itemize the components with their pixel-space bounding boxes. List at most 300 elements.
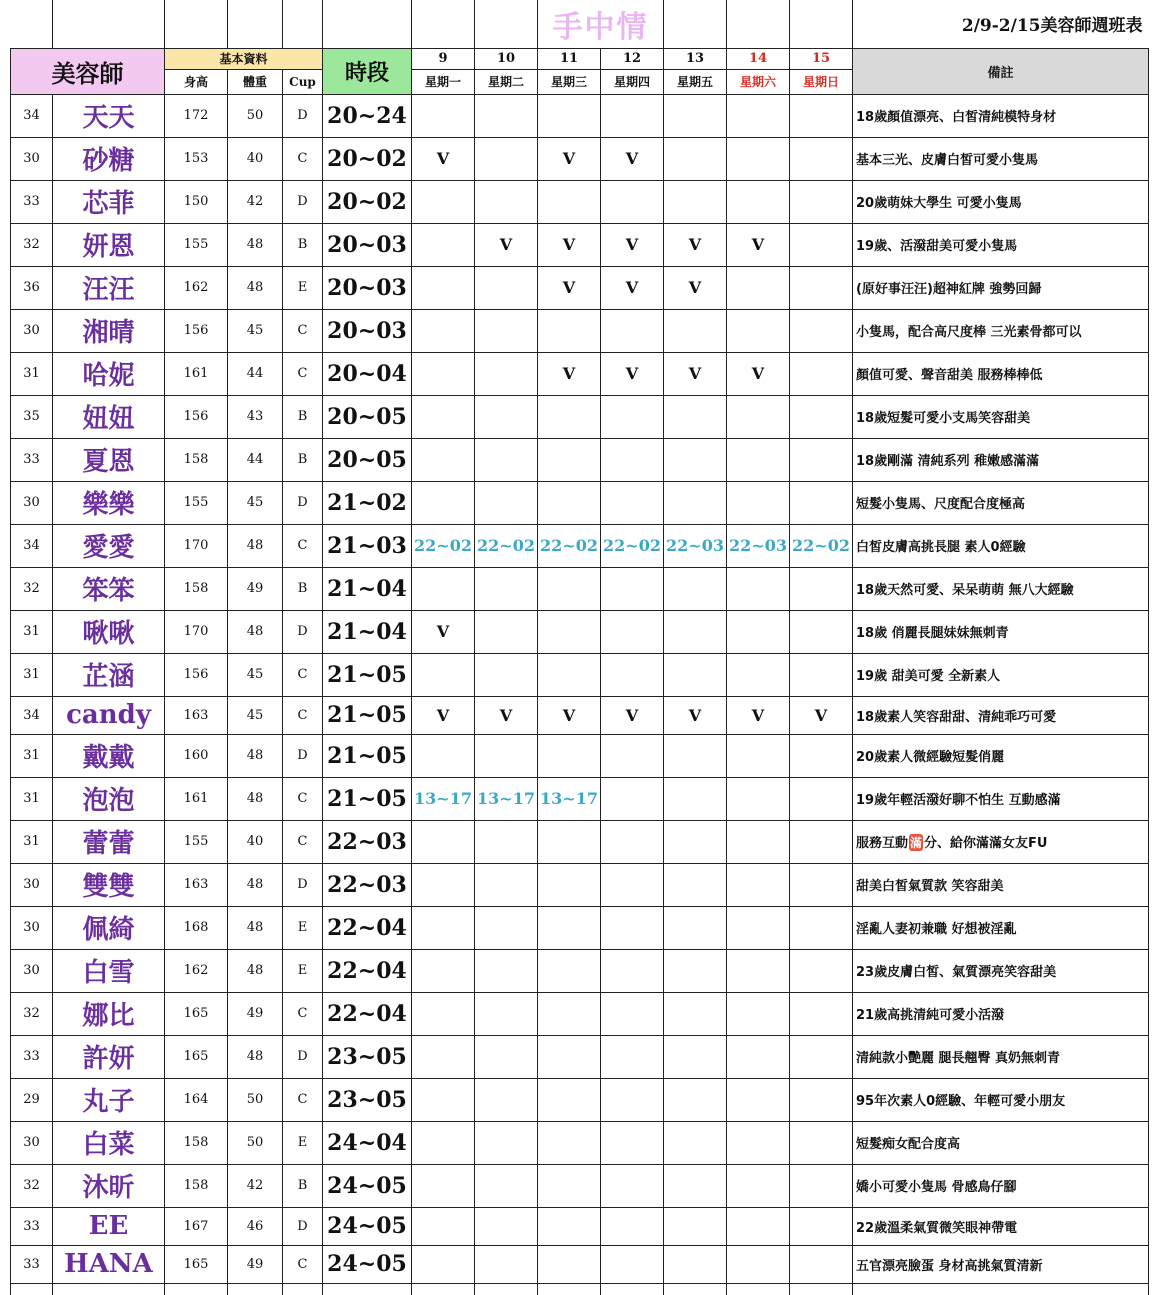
- note-cell: 18歲剛滿 清純系列 稚嫩感滿滿: [853, 438, 1149, 481]
- shift-cell: [664, 567, 727, 610]
- age-cell: 32: [11, 1164, 53, 1207]
- age-cell: 30: [11, 137, 53, 180]
- shift-cell: V: [601, 266, 664, 309]
- shift-cell: [601, 734, 664, 777]
- shift-cell: V: [412, 696, 475, 734]
- weight-cell: 45: [228, 696, 283, 734]
- table-row: [11, 863, 1149, 906]
- shift-cell: V: [727, 223, 790, 266]
- shift-cell: [727, 94, 790, 137]
- height-cell: 150: [165, 180, 228, 223]
- shift-cell: [727, 1245, 790, 1283]
- shift-cell: [664, 863, 727, 906]
- time-slot-cell: 20~03: [323, 309, 412, 352]
- empty-cell: [11, 1283, 53, 1295]
- age-cell: 30: [11, 863, 53, 906]
- shift-cell: [412, 352, 475, 395]
- weight-cell: 48: [228, 906, 283, 949]
- staff-name: 啾啾: [53, 610, 165, 653]
- date-header: 12: [601, 48, 664, 69]
- shift-cell: [727, 992, 790, 1035]
- note-cell: 19歲 甜美可愛 全新素人: [853, 653, 1149, 696]
- note-cell: 19歲年輕活潑好聊不怕生 互動感滿: [853, 777, 1149, 820]
- note-text: 分、給你滿滿女友FU: [924, 836, 1048, 851]
- staff-name: 天天: [53, 94, 165, 137]
- age-cell: 31: [11, 734, 53, 777]
- note-cell: 21歲高挑清純可愛小活潑: [853, 992, 1149, 1035]
- shift-cell: [538, 1245, 601, 1283]
- weight-cell: 48: [228, 949, 283, 992]
- date-header: 13: [664, 48, 727, 69]
- shift-cell: V: [664, 352, 727, 395]
- shift-cell: [727, 1207, 790, 1245]
- schedule-table: [10, 0, 1149, 1295]
- time-slot-cell: 24~05: [323, 1164, 412, 1207]
- note-cell: 95年次素人0經驗、年輕可愛小朋友: [853, 1078, 1149, 1121]
- cup-cell: D: [283, 94, 323, 137]
- shift-cell: [412, 567, 475, 610]
- time-slot-header: 時段: [323, 48, 412, 94]
- empty-cell: [538, 1283, 601, 1295]
- age-cell: 30: [11, 309, 53, 352]
- height-cell: 162: [165, 949, 228, 992]
- height-cell: 165: [165, 1035, 228, 1078]
- weight-cell: 42: [228, 180, 283, 223]
- cup-cell: D: [283, 610, 323, 653]
- age-cell: 33: [11, 1245, 53, 1283]
- shift-cell: [727, 949, 790, 992]
- shift-cell: [601, 567, 664, 610]
- staff-name: 夏恩: [53, 438, 165, 481]
- table-row: [11, 1078, 1149, 1121]
- shift-cell: [601, 992, 664, 1035]
- staff-name: HANA: [53, 1245, 165, 1283]
- shift-cell: [538, 395, 601, 438]
- shift-cell: V: [727, 352, 790, 395]
- shift-cell: [601, 906, 664, 949]
- height-cell: 155: [165, 820, 228, 863]
- shift-cell: [475, 481, 538, 524]
- shift-cell: [727, 820, 790, 863]
- shift-cell: [412, 481, 475, 524]
- staff-name: 沐昕: [53, 1164, 165, 1207]
- staff-name: 雙雙: [53, 863, 165, 906]
- shift-cell: [790, 1121, 853, 1164]
- shift-cell: [601, 863, 664, 906]
- age-cell: 29: [11, 1078, 53, 1121]
- table-row: [11, 352, 1149, 395]
- shift-cell: [601, 395, 664, 438]
- weight-cell: 48: [228, 734, 283, 777]
- height-cell: 164: [165, 1078, 228, 1121]
- weight-cell: 40: [228, 820, 283, 863]
- note-cell: 清純款小艷麗 腿長翹臀 真奶無刺青: [853, 1035, 1149, 1078]
- shift-cell: 22~02: [412, 524, 475, 567]
- shift-cell: [412, 1078, 475, 1121]
- shift-cell: [727, 1121, 790, 1164]
- weekday-header: 星期三: [538, 69, 601, 94]
- table-row: [11, 180, 1149, 223]
- table-row: [11, 610, 1149, 653]
- note-cell: 嬌小可愛小隻馬 骨感鳥仔腳: [853, 1164, 1149, 1207]
- shift-cell: [790, 395, 853, 438]
- staff-name: 笨笨: [53, 567, 165, 610]
- cup-cell: E: [283, 1121, 323, 1164]
- date-header: 14: [727, 48, 790, 69]
- shift-cell: [475, 1164, 538, 1207]
- shift-cell: [601, 180, 664, 223]
- notes-header: 備註: [853, 48, 1149, 94]
- shift-cell: [538, 734, 601, 777]
- cup-cell: C: [283, 820, 323, 863]
- shift-cell: [664, 438, 727, 481]
- shift-cell: [601, 1035, 664, 1078]
- age-cell: 34: [11, 94, 53, 137]
- shift-cell: [538, 481, 601, 524]
- shift-cell: [727, 653, 790, 696]
- weekday-header: 星期二: [475, 69, 538, 94]
- shift-cell: 22~02: [790, 524, 853, 567]
- shift-cell: [412, 906, 475, 949]
- shift-cell: [538, 94, 601, 137]
- weight-cell: 44: [228, 438, 283, 481]
- shift-cell: [538, 820, 601, 863]
- note-cell: 白皙皮膚高挑長腿 素人0經驗: [853, 524, 1149, 567]
- age-cell: 30: [11, 481, 53, 524]
- age-cell: 33: [11, 1035, 53, 1078]
- shift-cell: [538, 949, 601, 992]
- shift-cell: [538, 1164, 601, 1207]
- shift-cell: V: [538, 352, 601, 395]
- table-row: [11, 567, 1149, 610]
- table-row: [11, 777, 1149, 820]
- note-cell: 19歲、活潑甜美可愛小隻馬: [853, 223, 1149, 266]
- height-cell: 156: [165, 309, 228, 352]
- note-cell: 18歲顏值漂亮、白皙清純模特身材: [853, 94, 1149, 137]
- cup-header: Cup: [283, 69, 323, 94]
- shift-cell: [790, 820, 853, 863]
- cup-cell: D: [283, 180, 323, 223]
- age-cell: 33: [11, 1207, 53, 1245]
- shift-cell: [601, 1207, 664, 1245]
- basic-info-header: 基本資料: [165, 48, 323, 69]
- shift-cell: [601, 1121, 664, 1164]
- empty-cell: [283, 1283, 323, 1295]
- cup-cell: D: [283, 1207, 323, 1245]
- cup-cell: C: [283, 1078, 323, 1121]
- note-cell: 甜美白皙氣質款 笑容甜美: [853, 863, 1149, 906]
- shift-cell: [790, 266, 853, 309]
- time-slot-cell: 21~05: [323, 777, 412, 820]
- table-row: [11, 438, 1149, 481]
- shift-cell: [727, 395, 790, 438]
- shift-cell: [475, 992, 538, 1035]
- shift-cell: [538, 906, 601, 949]
- table-row: [11, 653, 1149, 696]
- height-cell: 158: [165, 438, 228, 481]
- shift-cell: V: [727, 696, 790, 734]
- shift-cell: [601, 820, 664, 863]
- table-row: [11, 1164, 1149, 1207]
- note-cell: 短髮痴女配合度高: [853, 1121, 1149, 1164]
- weekday-header: 星期日: [790, 69, 853, 94]
- shift-cell: [727, 481, 790, 524]
- date-header: 15: [790, 48, 853, 69]
- shift-cell: [538, 180, 601, 223]
- shift-cell: V: [538, 696, 601, 734]
- shift-cell: [727, 1078, 790, 1121]
- table-row: [11, 734, 1149, 777]
- staff-name: 白菜: [53, 1121, 165, 1164]
- shift-cell: [601, 94, 664, 137]
- table-row: [11, 309, 1149, 352]
- shift-cell: [790, 352, 853, 395]
- shift-cell: [727, 180, 790, 223]
- age-cell: 32: [11, 223, 53, 266]
- time-slot-cell: 23~05: [323, 1078, 412, 1121]
- shift-cell: [664, 180, 727, 223]
- shift-cell: [727, 266, 790, 309]
- shift-cell: [664, 734, 727, 777]
- shift-cell: [412, 1121, 475, 1164]
- note-cell: 22歲溫柔氣質微笑眼神帶電: [853, 1207, 1149, 1245]
- height-cell: 162: [165, 266, 228, 309]
- shift-cell: V: [664, 223, 727, 266]
- shift-cell: [790, 567, 853, 610]
- shift-cell: [475, 906, 538, 949]
- shift-cell: [475, 438, 538, 481]
- shift-cell: [538, 309, 601, 352]
- weight-cell: 43: [228, 395, 283, 438]
- shift-cell: [475, 1245, 538, 1283]
- weight-cell: 44: [228, 352, 283, 395]
- time-slot-cell: 22~04: [323, 906, 412, 949]
- staff-name: 泡泡: [53, 777, 165, 820]
- brand-title: 手中情: [538, 0, 664, 48]
- empty-cell: [165, 1283, 228, 1295]
- shift-cell: [790, 1035, 853, 1078]
- shift-cell: [412, 1164, 475, 1207]
- shift-cell: [475, 567, 538, 610]
- weight-cell: 42: [228, 1164, 283, 1207]
- height-cell: 163: [165, 863, 228, 906]
- weight-cell: 48: [228, 266, 283, 309]
- staff-name: 湘晴: [53, 309, 165, 352]
- shift-cell: [601, 309, 664, 352]
- shift-cell: [790, 653, 853, 696]
- staff-name: 娜比: [53, 992, 165, 1035]
- shift-cell: [601, 610, 664, 653]
- shift-cell: [412, 734, 475, 777]
- time-slot-cell: 21~05: [323, 653, 412, 696]
- shift-cell: V: [538, 223, 601, 266]
- shift-cell: [412, 94, 475, 137]
- shift-cell: [412, 653, 475, 696]
- full-marks-icon: 滿: [910, 836, 923, 850]
- time-slot-cell: 22~04: [323, 949, 412, 992]
- date-header: 9: [412, 48, 475, 69]
- weight-cell: 48: [228, 524, 283, 567]
- shift-cell: [601, 653, 664, 696]
- shift-cell: [601, 481, 664, 524]
- shift-cell: 13~17: [475, 777, 538, 820]
- shift-cell: V: [664, 696, 727, 734]
- age-cell: 33: [11, 180, 53, 223]
- shift-cell: [790, 610, 853, 653]
- shift-cell: [664, 1078, 727, 1121]
- height-cell: 170: [165, 524, 228, 567]
- staff-name: 妍恩: [53, 223, 165, 266]
- shift-cell: [664, 992, 727, 1035]
- weekday-header: 星期四: [601, 69, 664, 94]
- shift-cell: V: [664, 266, 727, 309]
- shift-cell: V: [475, 696, 538, 734]
- shift-cell: [790, 1207, 853, 1245]
- staff-name: 蕾蕾: [53, 820, 165, 863]
- time-slot-cell: 20~04: [323, 352, 412, 395]
- table-row: [11, 696, 1149, 734]
- shift-cell: [664, 1164, 727, 1207]
- shift-cell: [475, 180, 538, 223]
- shift-cell: [412, 1035, 475, 1078]
- shift-cell: [601, 1245, 664, 1283]
- note-cell: 18歲素人笑容甜甜、清純乖巧可愛: [853, 696, 1149, 734]
- shift-cell: [790, 777, 853, 820]
- shift-cell: [790, 137, 853, 180]
- shift-cell: [727, 610, 790, 653]
- shift-cell: [538, 567, 601, 610]
- time-slot-cell: 22~03: [323, 820, 412, 863]
- note-cell: (原好事汪汪)超神紅牌 強勢回歸: [853, 266, 1149, 309]
- time-slot-cell: 22~03: [323, 863, 412, 906]
- weight-cell: 49: [228, 567, 283, 610]
- weight-cell: 48: [228, 1035, 283, 1078]
- note-cell: 18歲短髮可愛小支馬笑容甜美: [853, 395, 1149, 438]
- time-slot-cell: 24~05: [323, 1207, 412, 1245]
- height-cell: 161: [165, 777, 228, 820]
- shift-cell: [727, 309, 790, 352]
- cup-cell: B: [283, 1164, 323, 1207]
- time-slot-cell: 20~05: [323, 438, 412, 481]
- note-cell: 20歲素人微經驗短髮俏麗: [853, 734, 1149, 777]
- shift-cell: V: [538, 266, 601, 309]
- shift-cell: [727, 1035, 790, 1078]
- weight-cell: 45: [228, 309, 283, 352]
- weight-cell: 45: [228, 653, 283, 696]
- shift-cell: [664, 94, 727, 137]
- age-cell: 33: [11, 438, 53, 481]
- table-row: [11, 1121, 1149, 1164]
- shift-cell: [664, 137, 727, 180]
- time-slot-cell: 24~05: [323, 1245, 412, 1283]
- shift-cell: 22~02: [538, 524, 601, 567]
- weight-cell: 50: [228, 94, 283, 137]
- age-cell: 32: [11, 567, 53, 610]
- shift-cell: [790, 992, 853, 1035]
- shift-cell: [790, 1078, 853, 1121]
- weekday-header: 星期六: [727, 69, 790, 94]
- age-cell: 30: [11, 949, 53, 992]
- age-cell: 31: [11, 610, 53, 653]
- empty-cell: [412, 1283, 475, 1295]
- shift-cell: [727, 438, 790, 481]
- table-row: [11, 1207, 1149, 1245]
- time-slot-cell: 22~04: [323, 992, 412, 1035]
- table-row: [11, 906, 1149, 949]
- age-cell: 30: [11, 906, 53, 949]
- table-row: [11, 992, 1149, 1035]
- shift-cell: [601, 777, 664, 820]
- table-row: [11, 524, 1149, 567]
- shift-cell: [412, 438, 475, 481]
- empty-cell: [475, 1283, 538, 1295]
- shift-cell: [664, 777, 727, 820]
- time-slot-cell: 21~03: [323, 524, 412, 567]
- shift-cell: [538, 1078, 601, 1121]
- empty-row: [11, 1283, 1149, 1295]
- shift-cell: [727, 137, 790, 180]
- date-header: 10: [475, 48, 538, 69]
- table-row: [11, 223, 1149, 266]
- height-cell: 158: [165, 1121, 228, 1164]
- cup-cell: C: [283, 696, 323, 734]
- shift-cell: [412, 1207, 475, 1245]
- shift-cell: [475, 820, 538, 863]
- cup-cell: E: [283, 949, 323, 992]
- cup-cell: B: [283, 567, 323, 610]
- shift-cell: [412, 266, 475, 309]
- weight-cell: 46: [228, 1207, 283, 1245]
- cup-cell: C: [283, 653, 323, 696]
- time-slot-cell: 21~05: [323, 734, 412, 777]
- shift-cell: 22~03: [664, 524, 727, 567]
- week-title: 2/9-2/15美容師週班表: [853, 0, 1149, 48]
- shift-cell: [412, 863, 475, 906]
- empty-cell: [853, 1283, 1149, 1295]
- time-slot-cell: 21~02: [323, 481, 412, 524]
- staff-name: 樂樂: [53, 481, 165, 524]
- cup-cell: C: [283, 352, 323, 395]
- time-slot-cell: 21~04: [323, 610, 412, 653]
- age-cell: 31: [11, 352, 53, 395]
- height-cell: 167: [165, 1207, 228, 1245]
- shift-cell: [538, 438, 601, 481]
- time-slot-cell: 20~24: [323, 94, 412, 137]
- header-row-1: [11, 48, 1149, 69]
- staff-name: 芯菲: [53, 180, 165, 223]
- shift-cell: [601, 1164, 664, 1207]
- shift-cell: [601, 949, 664, 992]
- cup-cell: B: [283, 223, 323, 266]
- staff-name: 芷涵: [53, 653, 165, 696]
- shift-cell: [475, 1035, 538, 1078]
- cup-cell: B: [283, 438, 323, 481]
- time-slot-cell: 20~03: [323, 223, 412, 266]
- height-cell: 163: [165, 696, 228, 734]
- staff-name: 佩綺: [53, 906, 165, 949]
- shift-cell: [538, 1207, 601, 1245]
- empty-cell: [727, 1283, 790, 1295]
- height-cell: 170: [165, 610, 228, 653]
- staff-name: EE: [53, 1207, 165, 1245]
- shift-cell: V: [538, 137, 601, 180]
- weight-cell: 48: [228, 863, 283, 906]
- note-cell: 淫亂人妻初兼職 好想被淫亂: [853, 906, 1149, 949]
- shift-cell: [475, 1207, 538, 1245]
- staff-name: 許妍: [53, 1035, 165, 1078]
- shift-cell: [727, 734, 790, 777]
- cup-cell: D: [283, 1035, 323, 1078]
